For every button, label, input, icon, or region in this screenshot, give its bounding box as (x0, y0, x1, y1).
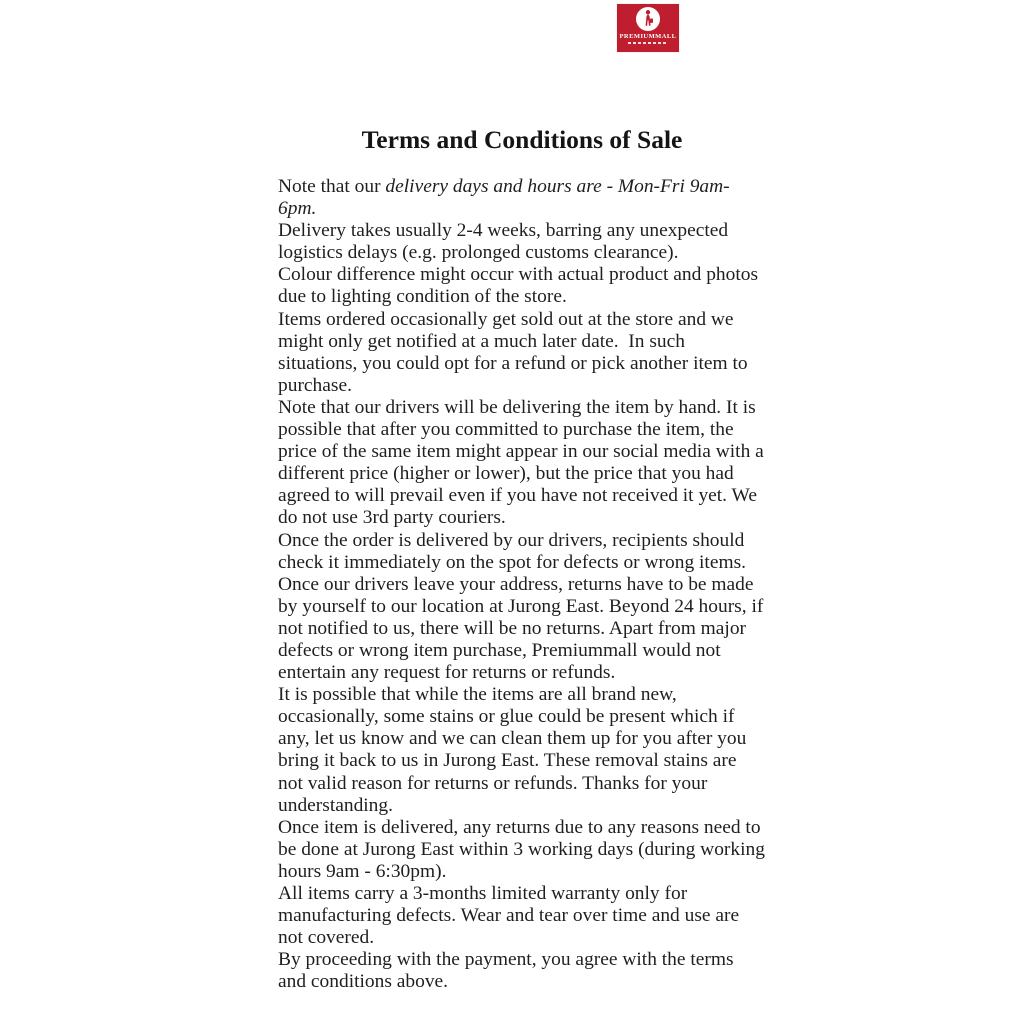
paragraph: All items carry a 3-months limited warranty only for manufacturing defects. Wear and tear over time and use are not covered. (278, 883, 744, 949)
logo-tagline-line (628, 42, 668, 44)
paragraph: It is possible that while the items are all brand new, occasionally, some stains or glue could be present which if any, let us know and we can clean them up for you after you bring it back to us in Jurong East. These removal stains are not valid reason for returns or refunds. Thanks for your understanding. (278, 684, 752, 816)
paragraph: Note that our drivers will be delivering the item by hand. It is possible that after you committed to purchase the item, the price of the same item might appear in our social media with a different price (higher or lower), but the price that you had agreed to will prevail even if you have not received it yet. We do not use 3rd party couriers. (278, 396, 769, 529)
paragraph: Once item is delivered, any returns due to any reasons need to be done at Jurong East within 3 working days (during working hours 9am - 6:30pm). (278, 816, 770, 882)
paragraph-delivery-hours (278, 176, 766, 220)
paragraph: Once the order is delivered by our drivers, recipients should check it immediately on the spot for defects or wrong items. (278, 529, 750, 573)
brand-logo (617, 4, 679, 52)
paragraph: Colour difference might occur with actual product and photos due to lighting condition of the store. (278, 264, 763, 308)
terms-document (278, 125, 770, 993)
paragraph-list (278, 220, 770, 993)
terms-text (278, 176, 770, 993)
paragraph: Delivery takes usually 2-4 weeks, barring any unexpected logistics delays (e.g. prolonged customs clearance). (278, 220, 734, 264)
paragraph: Items ordered occasionally get sold out at the store and we might only get notified at a much later date. In such situations, you could opt for a refund or pick another item to purchase. (278, 308, 753, 396)
intro-prefix: Note that our (278, 176, 386, 197)
page-title: Terms and Conditions of Sale (361, 125, 683, 154)
paragraph: By proceeding with the payment, you agree with the terms and conditions above. (278, 949, 739, 993)
shopper-silhouette-icon (636, 7, 660, 31)
delivery-hours-italic: delivery days and hours are - Mon-Fri 9am-6pm. (278, 176, 730, 220)
logo-brand-text: PREMIUMMALL (619, 33, 677, 40)
paragraph: Once our drivers leave your address, returns have to be made by yourself to our location at Jurong East. Beyond 24 hours, if not notified to us, there will be no returns. Apart from major defects or wrong item purchase, Premiummall would not entertain any request for returns or refunds. (278, 573, 769, 684)
